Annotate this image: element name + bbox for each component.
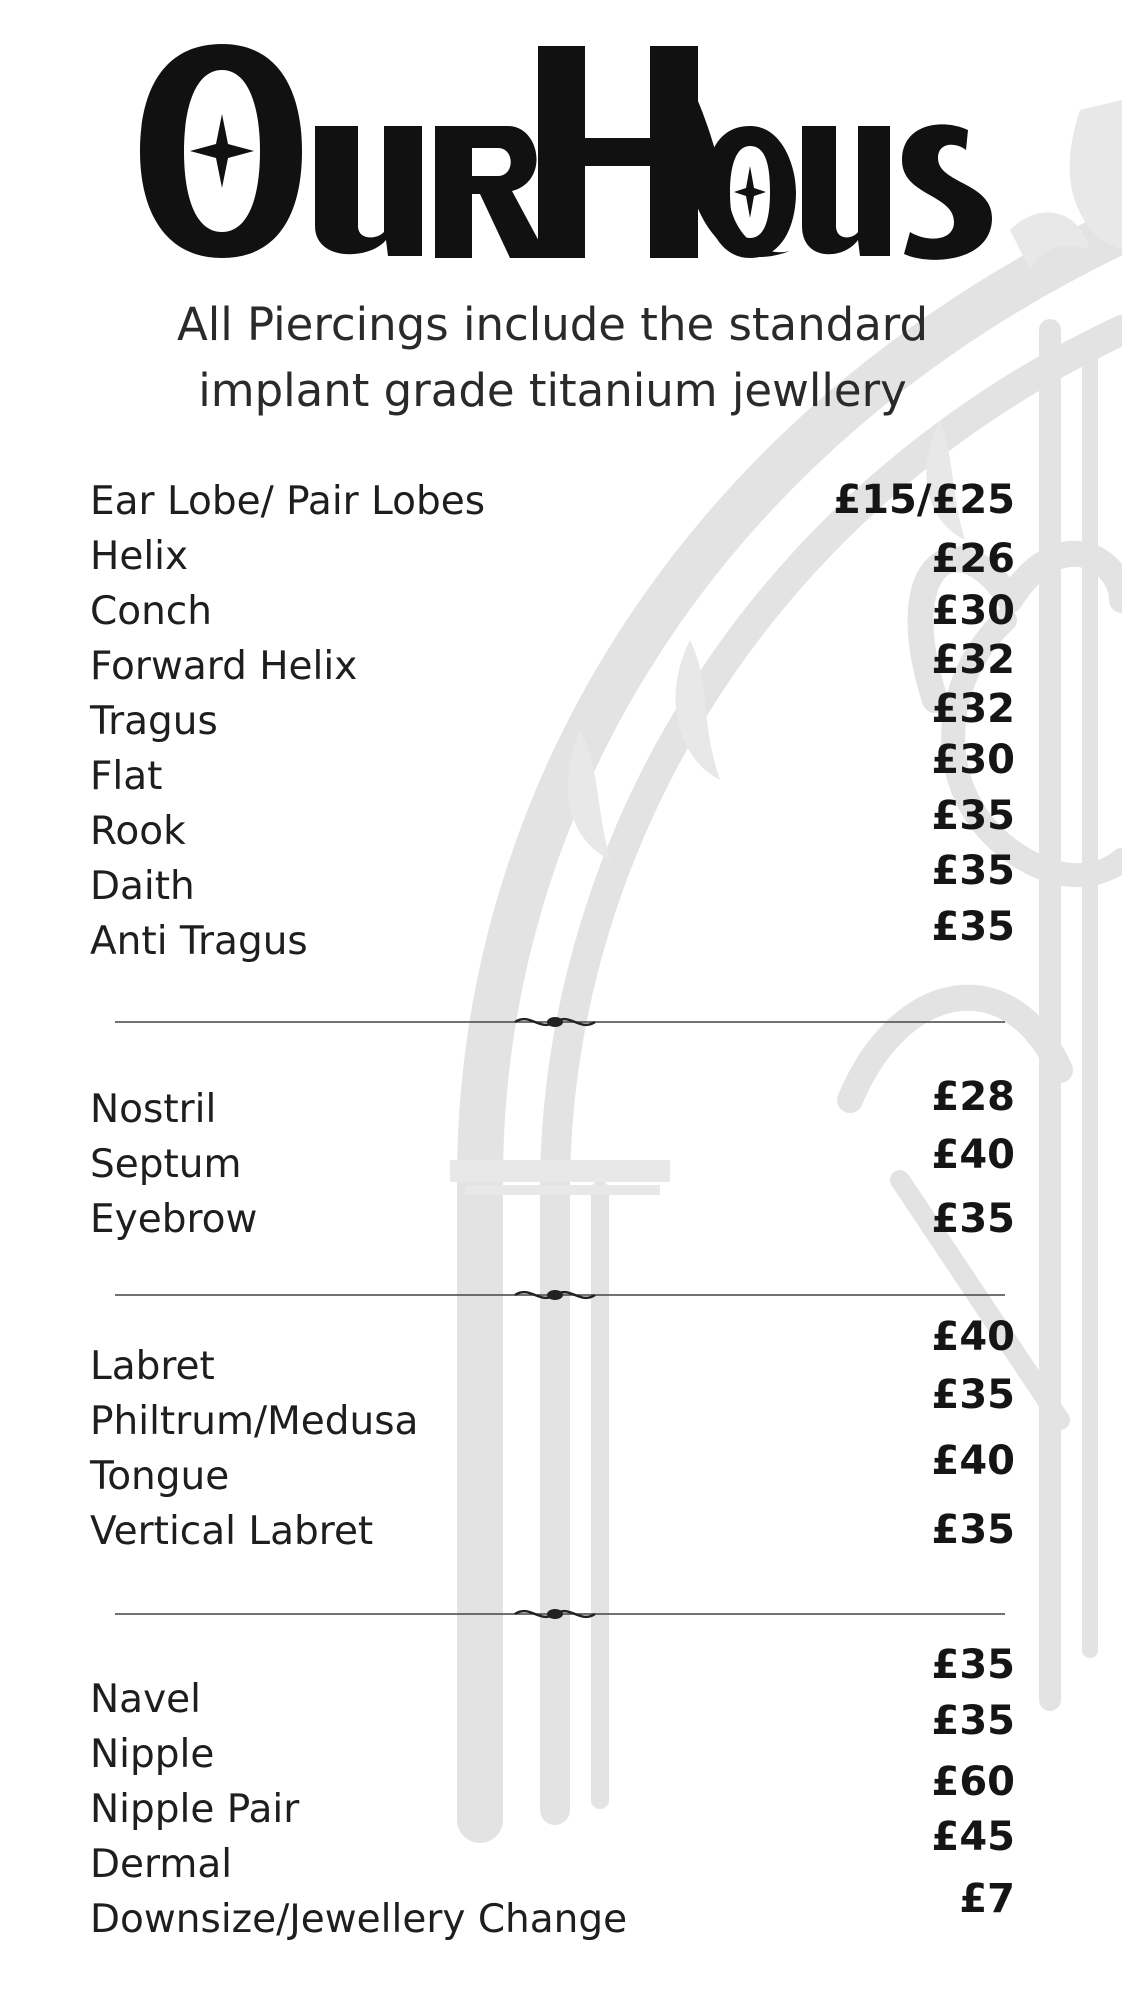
price-label: £40 <box>931 1438 1015 1484</box>
item-name: Rook <box>90 809 186 854</box>
intro-line-1: All Piercings include the standard <box>176 298 929 351</box>
item-name: Flat <box>90 754 163 799</box>
ourhouse-logo <box>130 26 1000 276</box>
price-label: £35 <box>931 1196 1015 1242</box>
price-label: £45 <box>931 1814 1015 1860</box>
price-label: £30 <box>931 588 1015 634</box>
price-label: £40 <box>931 1314 1015 1360</box>
price-label: £40 <box>931 1132 1015 1178</box>
item-name: Dermal <box>90 1842 233 1887</box>
price-label: £32 <box>931 637 1015 683</box>
price-label: £35 <box>931 1507 1015 1553</box>
price-label: £26 <box>931 536 1015 582</box>
item-name: Nipple <box>90 1732 215 1777</box>
price-label: £35 <box>931 904 1015 950</box>
item-name: Nipple Pair <box>90 1787 300 1832</box>
item-name: Septum <box>90 1142 242 1187</box>
item-name: Tongue <box>90 1454 230 1499</box>
item-name: Philtrum/Medusa <box>90 1399 419 1444</box>
item-name: Anti Tragus <box>90 919 308 964</box>
item-name: Eyebrow <box>90 1197 258 1242</box>
intro-line-2: implant grade titanium jewllery <box>198 364 907 417</box>
item-name: Tragus <box>90 699 218 744</box>
price-label: £35 <box>931 1372 1015 1418</box>
price-label: £32 <box>931 686 1015 732</box>
ornamental-divider <box>115 1010 1005 1034</box>
item-name: Forward Helix <box>90 644 358 689</box>
intro-text <box>0 292 1105 424</box>
item-name: Nostril <box>90 1087 217 1132</box>
item-name: Daith <box>90 864 195 909</box>
price-label: £28 <box>931 1074 1015 1120</box>
ornamental-divider <box>115 1283 1005 1307</box>
item-name: Labret <box>90 1344 215 1389</box>
price-label: £15/£25 <box>833 477 1015 523</box>
price-label: £30 <box>931 737 1015 783</box>
item-name: Ear Lobe/ Pair Lobes <box>90 479 486 524</box>
price-label: £35 <box>931 793 1015 839</box>
price-label: £35 <box>931 1642 1015 1688</box>
item-name: Helix <box>90 534 189 579</box>
price-label: £7 <box>959 1876 1015 1922</box>
item-name: Vertical Labret <box>90 1509 374 1554</box>
price-label: £60 <box>931 1759 1015 1805</box>
price-label: £35 <box>931 1698 1015 1744</box>
item-name: Conch <box>90 589 212 634</box>
ornamental-divider <box>115 1602 1005 1626</box>
price-label: £35 <box>931 848 1015 894</box>
item-name: Downsize/Jewellery Change <box>90 1897 628 1942</box>
item-name: Navel <box>90 1677 201 1722</box>
